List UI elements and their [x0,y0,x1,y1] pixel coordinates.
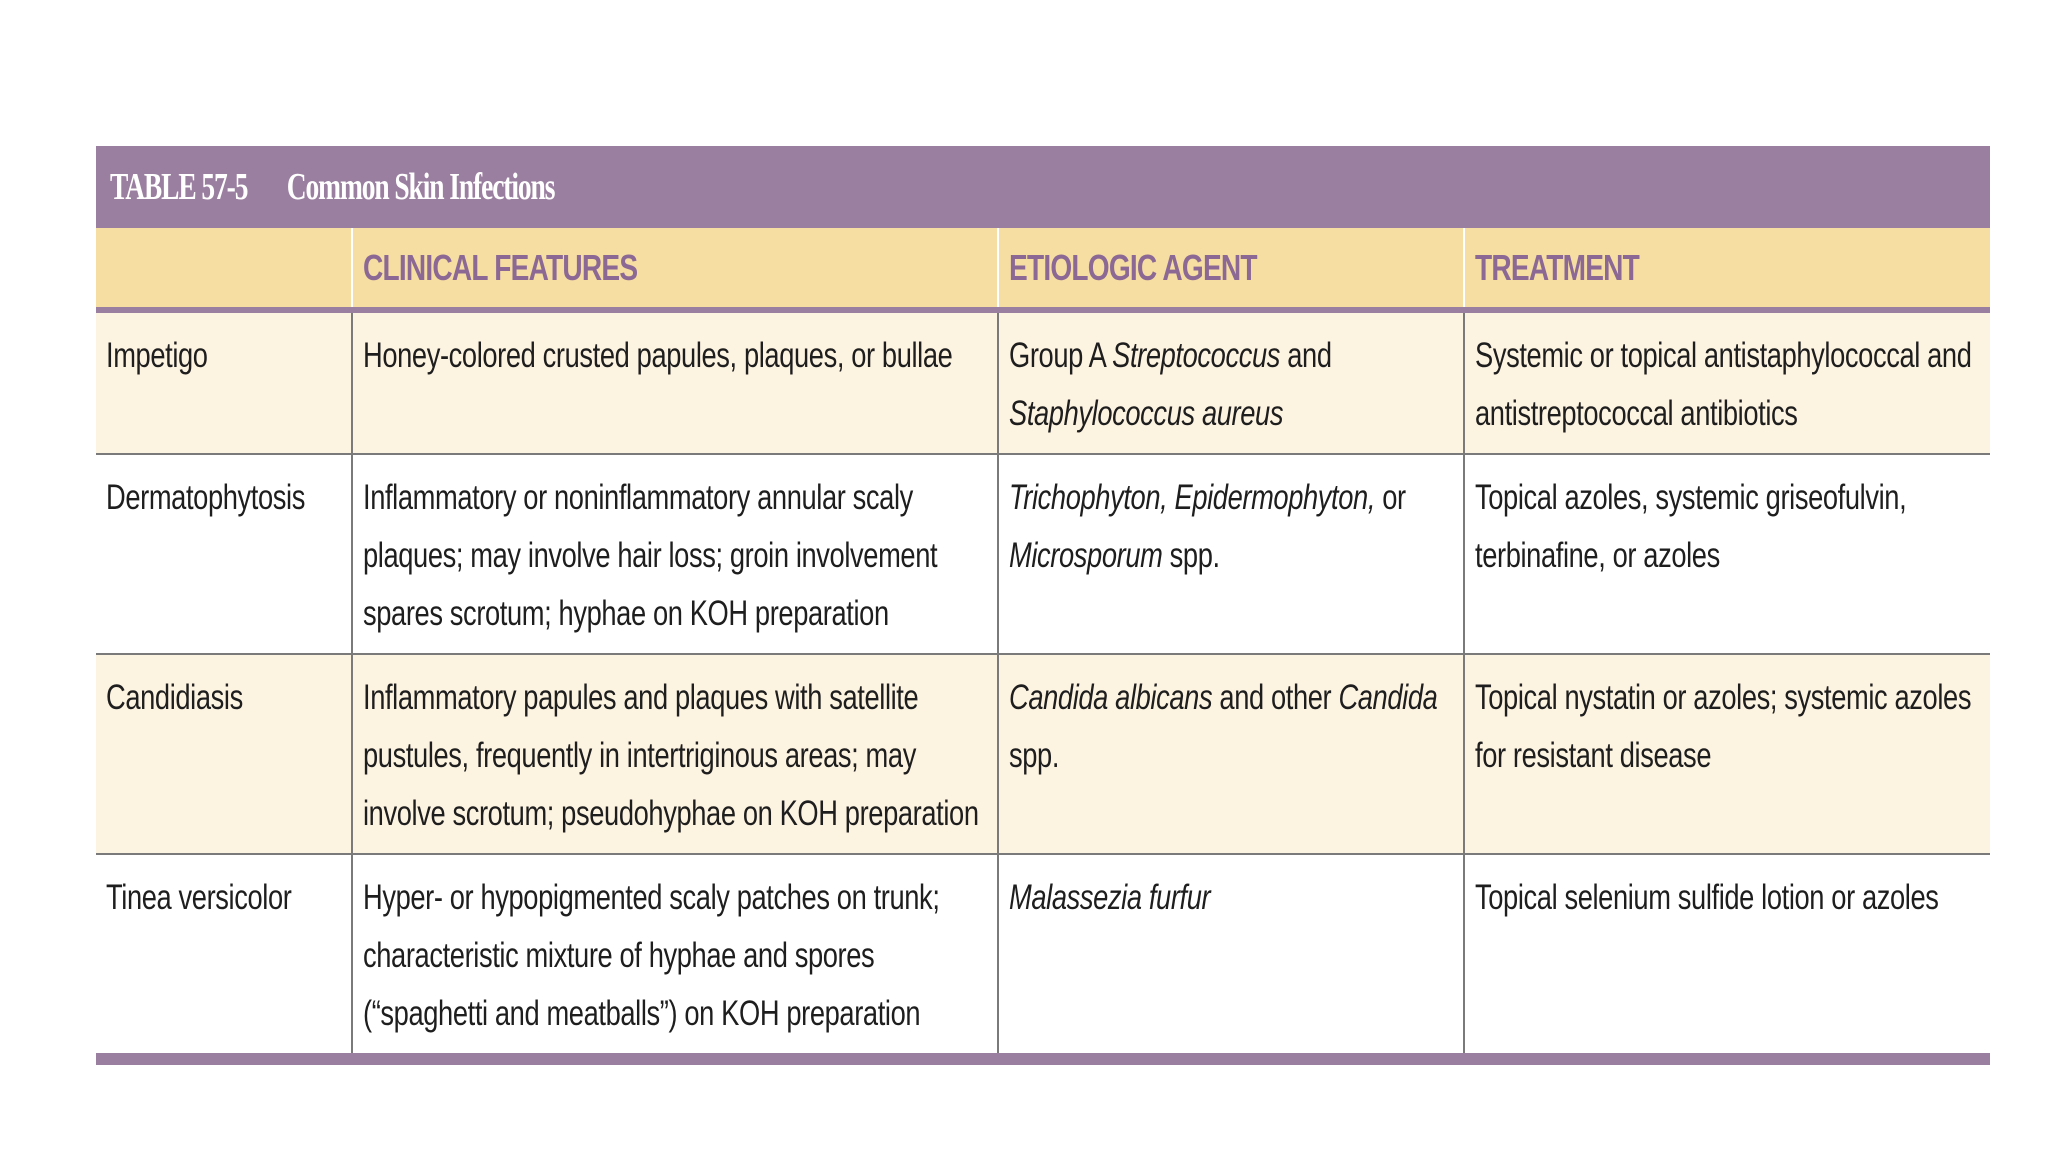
etiologic-agent-cell: Candida albicans and other Candida spp. [998,654,1464,854]
clinical-features-cell: Honey-colored crusted papules, plaques, or bullae [352,310,998,454]
header-etiologic-agent: ETIOLOGIC AGENT [998,228,1464,310]
clinical-features-cell: Inflammatory papules and plaques with satellite pustules, frequently in intertriginous areas; may involve scrotum; pseudohyphae on KOH preparation [352,654,998,854]
clinical-features-cell: Inflammatory or noninflammatory annular scaly plaques; may involve hair loss; groin involvement spares scrotum; hyphae on KOH preparation [352,454,998,654]
treatment-cell: Topical azoles, systemic griseofulvin, terbinafine, or azoles [1464,454,1990,654]
etiologic-agent-cell: Group A Streptococcus and Staphylococcus aureus [998,310,1464,454]
clinical-features-cell: Hyper- or hypopigmented scaly patches on trunk; characteristic mixture of hyphae and spores (“spaghetti and meatballs”) on KOH preparation [352,854,998,1053]
header-treatment: TREATMENT [1464,228,1990,310]
table-title-text: Common Skin Infections [286,166,555,208]
table-title-bar [96,146,1990,228]
skin-infections-table [96,146,1990,1065]
treatment-cell: Systemic or topical antistaphylococcal and antistreptococcal antibiotics [1464,310,1990,454]
table-row [96,654,1990,854]
table-number: TABLE 57-5 [110,166,248,208]
etiologic-agent-cell: Trichophyton, Epidermophyton, or Microsporum spp. [998,454,1464,654]
etiologic-agent-cell: Malassezia furfur [998,854,1464,1053]
table-row [96,310,1990,454]
data-table [96,228,1990,1053]
row-name: Candidiasis [96,654,352,854]
header-clinical-features: CLINICAL FEATURES [352,228,998,310]
row-name: Tinea versicolor [96,854,352,1053]
treatment-cell: Topical selenium sulfide lotion or azoles [1464,854,1990,1053]
table-bottom-rule [96,1053,1990,1065]
row-name: Dermatophytosis [96,454,352,654]
header-row [96,228,1990,310]
table-title [110,165,602,209]
header-blank [96,228,352,310]
treatment-cell: Topical nystatin or azoles; systemic azoles for resistant disease [1464,654,1990,854]
table-row [96,454,1990,654]
row-name: Impetigo [106,336,208,375]
table-row [96,854,1990,1053]
